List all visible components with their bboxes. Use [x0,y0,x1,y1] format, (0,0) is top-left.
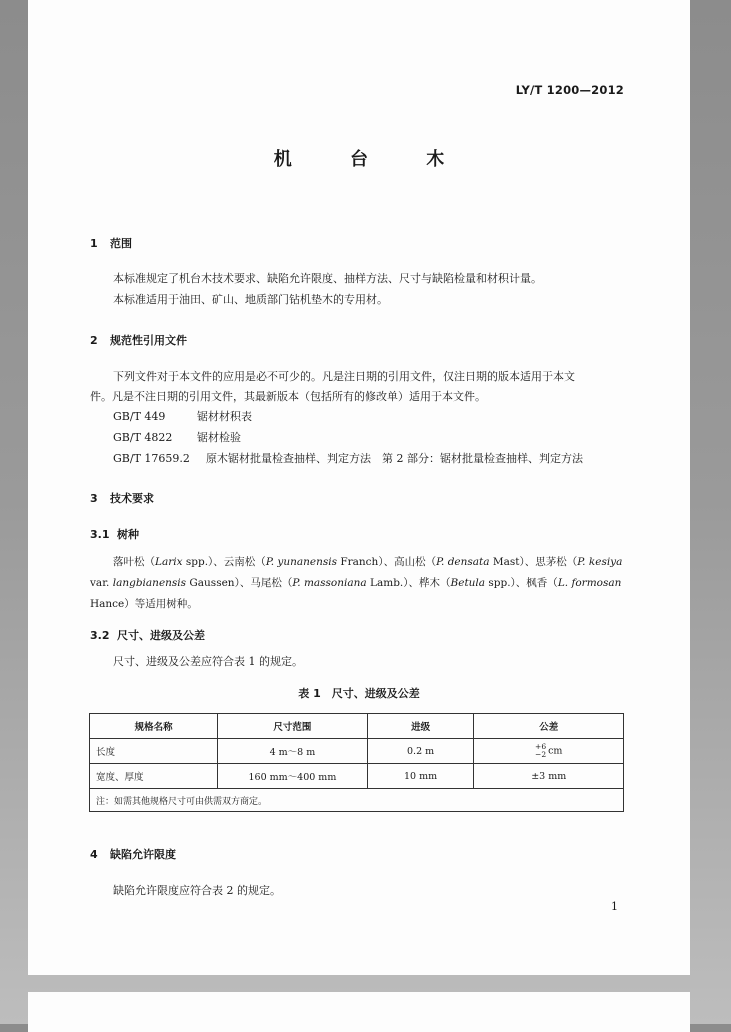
species-text: Lamb.）、桦木（ [366,577,451,589]
species-latin: P. densata [436,556,490,568]
section-3-1-heading [90,526,139,542]
species-latin: P. massoniana [292,577,367,589]
tolerance-unit: cm [548,745,563,757]
species-text: spp.）、枫香（ [485,577,558,589]
species-latin: Larix [155,556,183,568]
section-4-paragraph: 缺陷允许限度应符合表 2 的规定。 [113,884,281,897]
section-1-heading [90,235,132,251]
table-note-row [90,789,624,812]
column-header: 规格名称 [90,714,218,739]
table-row [90,739,624,764]
species-latin: L. formosan [557,577,622,589]
section-3-2-paragraph: 尺寸、进级及公差应符合表 1 的规定。 [113,655,303,668]
section-2-title: 规范性引用文件 [110,334,187,347]
species-text: 落叶松（ [113,556,155,568]
reference-item [113,410,252,424]
species-text: var. [90,577,113,589]
species-line-2 [90,576,621,590]
cell-range: 4 m～8 m [218,739,368,764]
species-latin: Betula [450,577,486,589]
standard-code: LY/T 1200—2012 [515,83,624,97]
page-number: 1 [611,900,618,913]
column-header: 进级 [367,714,474,739]
reference-title: 锯材材积表 [197,410,252,423]
reference-code: GB/T 449 [113,410,166,423]
species-text: spp.）、云南松（ [182,556,266,568]
species-latin: P. yunanensis [265,556,338,568]
cell-step: 0.2 m [367,739,474,764]
species-text: Mast）、思茅松（ [489,556,578,568]
section-1-paragraph-2: 本标准适用于油田、矿山、地质部门钻机垫木的专用材。 [113,293,388,306]
section-3-1-number: 3.1 [90,528,110,541]
species-text: Franch）、高山松（ [337,556,437,568]
column-header: 尺寸范围 [218,714,368,739]
tolerance-fraction [535,743,546,759]
column-header: 公差 [474,714,624,739]
document-page [28,0,690,975]
table-note: 注：如需其他规格尺寸可由供需双方商定。 [90,789,624,812]
species-latin: langbianensis [112,577,187,589]
section-3-2-heading [90,627,205,643]
section-3-2-number: 3.2 [90,629,110,642]
reference-title: 锯材检验 [197,431,241,444]
reference-code: GB/T 4822 [113,431,173,444]
cell-step: 10 mm [367,764,474,789]
section-3-2-title: 尺寸、进级及公差 [117,629,205,642]
species-latin: P. kesiya [577,556,623,568]
section-3-heading [90,490,154,506]
section-4-number: 4 [90,848,98,861]
species-text: Gaussen）、马尾松（ [186,577,293,589]
cell-range: 160 mm～400 mm [218,764,368,789]
species-line-3: Hance）等适用树种。 [90,598,198,610]
spec-table [89,713,624,812]
section-2-number: 2 [90,334,98,347]
species-line-1 [113,555,622,569]
section-1-number: 1 [90,237,98,250]
section-3-1-title: 树种 [117,528,139,541]
reference-item [113,452,583,466]
section-1-paragraph-1: 本标准规定了机台木技术要求、缺陷允许限度、抽样方法、尺寸与缺陷检量和材积计量。 [113,272,542,285]
table-caption: 表 1 尺寸、进级及公差 [298,687,420,700]
section-2-heading [90,332,187,348]
section-4-title: 缺陷允许限度 [110,848,176,861]
tolerance-upper: +6 [535,742,547,751]
section-3-title: 技术要求 [110,492,154,505]
table-header-row [90,714,624,739]
section-4-heading [90,846,176,862]
cell-tolerance: ±3 mm [474,764,624,789]
cell-tolerance [474,739,624,764]
cell-spec-name: 长度 [90,739,218,764]
reference-title: 原木锯材批量检查抽样、判定方法 第 2 部分：锯材批量检查抽样、判定方法 [206,452,583,465]
cell-spec-name: 宽度、厚度 [90,764,218,789]
page-title: 机 台 木 [273,149,471,170]
section-3-number: 3 [90,492,98,505]
table-row [90,764,624,789]
reference-code: GB/T 17659.2 [113,452,190,465]
next-document-page [28,992,690,1032]
tolerance-lower: −2 [535,750,547,759]
section-2-paragraph-line-2: 件。凡是不注日期的引用文件，其最新版本（包括所有的修改单）适用于本文件。 [90,390,486,403]
reference-item [113,431,241,445]
section-2-paragraph-line-1: 下列文件对于本文件的应用是必不可少的。凡是注日期的引用文件，仅注日期的版本适用于本文 [113,370,575,383]
section-1-title: 范围 [110,237,132,250]
